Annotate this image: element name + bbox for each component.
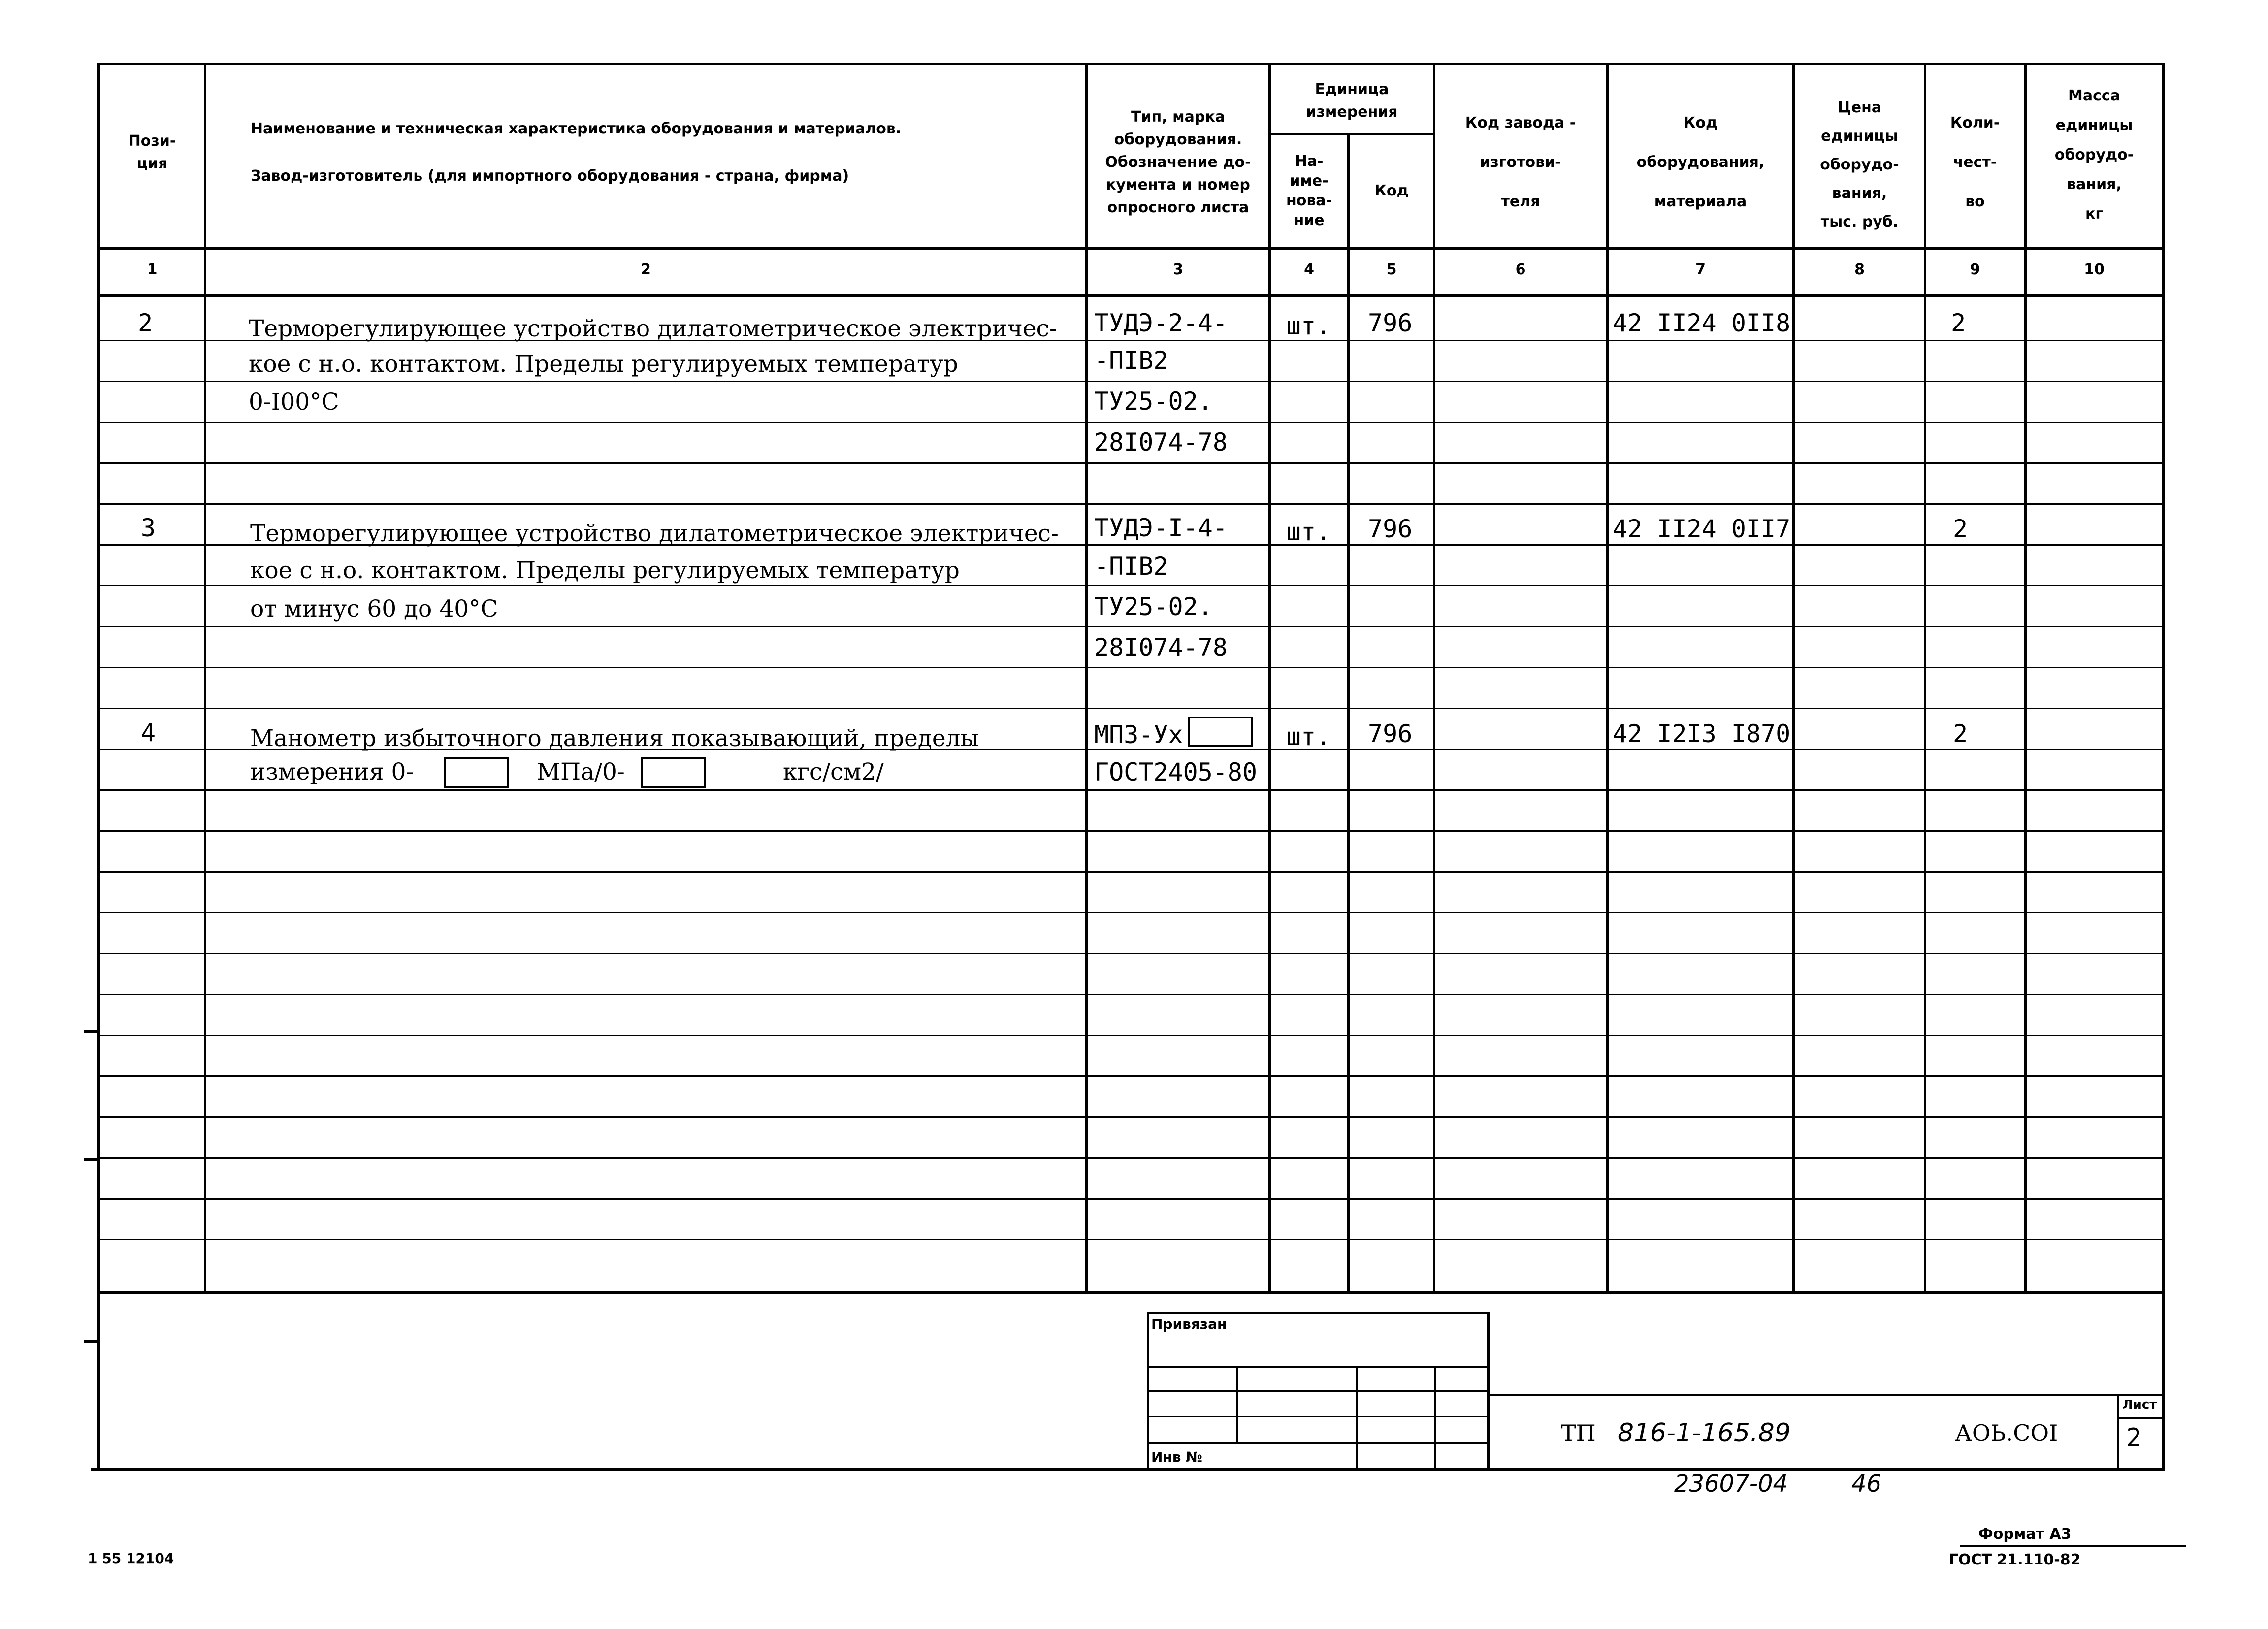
row-line	[97, 1075, 2165, 1077]
item-quantity: 2	[1953, 719, 1968, 748]
row-line	[97, 912, 2165, 913]
doc-code: АОЬ.COI	[1955, 1420, 2058, 1446]
col-line	[204, 63, 206, 1293]
stamp-line	[1487, 1394, 2165, 1396]
item-unit: шт.	[1286, 312, 1331, 340]
margin-tick	[84, 1030, 98, 1033]
item-description: измерения 0-	[250, 758, 414, 785]
row-line	[97, 953, 2165, 954]
sheet-number: 2	[2126, 1423, 2142, 1453]
archive-page: 46	[1851, 1470, 1882, 1498]
row-line	[97, 1198, 2165, 1200]
footer-left-code: 1 55 12104	[88, 1550, 174, 1566]
header-bottom-line	[97, 247, 2165, 250]
margin-tick	[84, 1340, 98, 1343]
margin-tick	[84, 1158, 98, 1161]
model-input-box[interactable]	[1188, 717, 1253, 747]
row-line	[97, 708, 2165, 709]
header-price: Цена единицы оборудо- вания, тыс. руб.	[1820, 99, 1899, 230]
col-line	[1347, 133, 1350, 1293]
column-number: 9	[1970, 261, 1980, 278]
row-line	[97, 1239, 2165, 1240]
header-quantity: Коли- чест- во	[1950, 114, 2000, 210]
stamp-line	[1147, 1366, 1489, 1368]
row-line	[97, 871, 2165, 873]
stamp-line	[2117, 1395, 2119, 1471]
item-type: ТУ25-02.	[1094, 387, 1213, 416]
item-unit-code: 796	[1368, 719, 1413, 748]
col-line	[1085, 63, 1088, 1293]
item-equipment-code: 42 II24 0II7	[1613, 515, 1791, 543]
column-number: 6	[1515, 261, 1526, 278]
item-description: 0-I00°C	[249, 389, 339, 416]
footer-line	[1960, 1545, 2186, 1547]
doc-number: 816-1-165.89	[1618, 1418, 1791, 1448]
column-number: 1	[147, 261, 158, 278]
item-description: Манометр избыточного давления показывающий, пределы	[250, 725, 979, 752]
stamp-line	[1434, 1366, 1436, 1471]
item-quantity: 2	[1953, 515, 1968, 543]
stamp-line	[1147, 1312, 1489, 1314]
row-line	[97, 503, 2165, 505]
header-unit-name: На- име- нова- ние	[1286, 153, 1332, 229]
header-plant-code: Код завода - изготови- теля	[1465, 114, 1576, 210]
table-bottom	[97, 1291, 2165, 1294]
column-number: 8	[1854, 261, 1865, 278]
stamp-line	[1236, 1366, 1238, 1443]
item-position: 2	[138, 309, 153, 337]
stamp-line	[1147, 1390, 1489, 1392]
item-description: кгс/см2/	[783, 758, 884, 785]
footer-format: Формат А3	[1978, 1526, 2072, 1543]
inv-label: Инв №	[1151, 1449, 1202, 1465]
column-number: 4	[1304, 261, 1314, 278]
item-type: ТУДЭ-2-4-	[1094, 309, 1228, 337]
header-equipment-code: Код оборудования, материала	[1636, 114, 1765, 210]
stamp-line	[1356, 1366, 1358, 1471]
item-position: 3	[141, 514, 156, 542]
item-description: Терморегулирующее устройство дилатометрическое электричес-	[249, 315, 1057, 342]
frame-top	[97, 63, 2165, 65]
item-description: МПа/0-	[537, 758, 625, 785]
item-equipment-code: 42 I2I3 I870	[1613, 719, 1791, 748]
item-unit-code: 796	[1368, 309, 1413, 337]
row-line	[97, 1035, 2165, 1036]
item-type: МП3-Ух	[1094, 720, 1183, 749]
row-line	[97, 1157, 2165, 1159]
item-unit-code: 796	[1368, 515, 1413, 543]
doc-prefix: ТП	[1561, 1420, 1596, 1446]
column-number: 10	[2084, 261, 2105, 278]
item-type: ГОСТ2405-80	[1094, 758, 1258, 786]
footer-gost: ГОСТ 21.110-82	[1949, 1551, 2081, 1568]
range-input-box-kgf[interactable]	[641, 757, 706, 788]
column-number: 2	[641, 261, 651, 278]
col-line	[1606, 63, 1609, 1293]
colnum-bottom-line	[97, 294, 2165, 297]
item-type: ТУДЭ-I-4-	[1094, 514, 1228, 542]
stamp-line	[2117, 1417, 2165, 1419]
item-type: -ПIВ2	[1094, 346, 1168, 375]
item-description: Терморегулирующее устройство дилатометрическое электричес-	[250, 520, 1059, 547]
stamp-line	[1147, 1416, 1489, 1417]
column-number: 7	[1695, 261, 1706, 278]
stamp-line	[1487, 1312, 1490, 1471]
row-line	[97, 994, 2165, 995]
column-number: 3	[1173, 261, 1183, 278]
header-unit-code: Код	[1374, 182, 1409, 199]
header-position: Пози- ция	[128, 132, 176, 172]
item-type: 28I074-78	[1094, 633, 1228, 662]
item-description: кое с н.о. контактом. Пределы регулируемых температур	[250, 557, 960, 584]
stamp-line	[1147, 1312, 1149, 1471]
header-type: Тип, марка оборудования. Обозначение до- кумента и номер опросного листа	[1105, 108, 1251, 216]
archive-number: 23607-04	[1674, 1470, 1788, 1498]
header-unit-group: Единица измерения	[1306, 81, 1398, 121]
item-quantity: 2	[1951, 309, 1966, 337]
frame-right	[2162, 63, 2165, 1471]
item-equipment-code: 42 II24 0II8	[1613, 309, 1791, 337]
header-mass: Масса единицы оборудо- вания, кг	[2054, 87, 2134, 223]
stamp-line	[1147, 1442, 1489, 1444]
header-name: Наименование и техническая характеристика оборудования и материалов. Завод-изготовитель (для импортного оборудования - страна, фирма)	[251, 120, 902, 185]
row-line	[97, 830, 2165, 832]
item-type: 28I074-78	[1094, 428, 1228, 456]
item-type: -ПIВ2	[1094, 552, 1168, 581]
column-number: 5	[1386, 261, 1397, 278]
col-line	[1433, 63, 1435, 1293]
item-description: от минус 60 до 40°C	[250, 595, 498, 622]
col-line	[2024, 63, 2027, 1293]
item-unit: шт.	[1286, 722, 1331, 751]
item-description: кое с н.о. контактом. Пределы регулируемых температур	[249, 351, 958, 378]
item-position: 4	[141, 718, 156, 747]
item-unit: шт.	[1286, 518, 1331, 546]
privyazan-label: Привязан	[1151, 1316, 1227, 1332]
col-line	[1792, 63, 1795, 1293]
col-line	[1924, 63, 1926, 1293]
sheet-label: Лист	[2122, 1398, 2157, 1412]
item-type: ТУ25-02.	[1094, 592, 1213, 621]
row-line	[97, 1116, 2165, 1118]
range-input-box-mpa[interactable]	[444, 757, 509, 788]
